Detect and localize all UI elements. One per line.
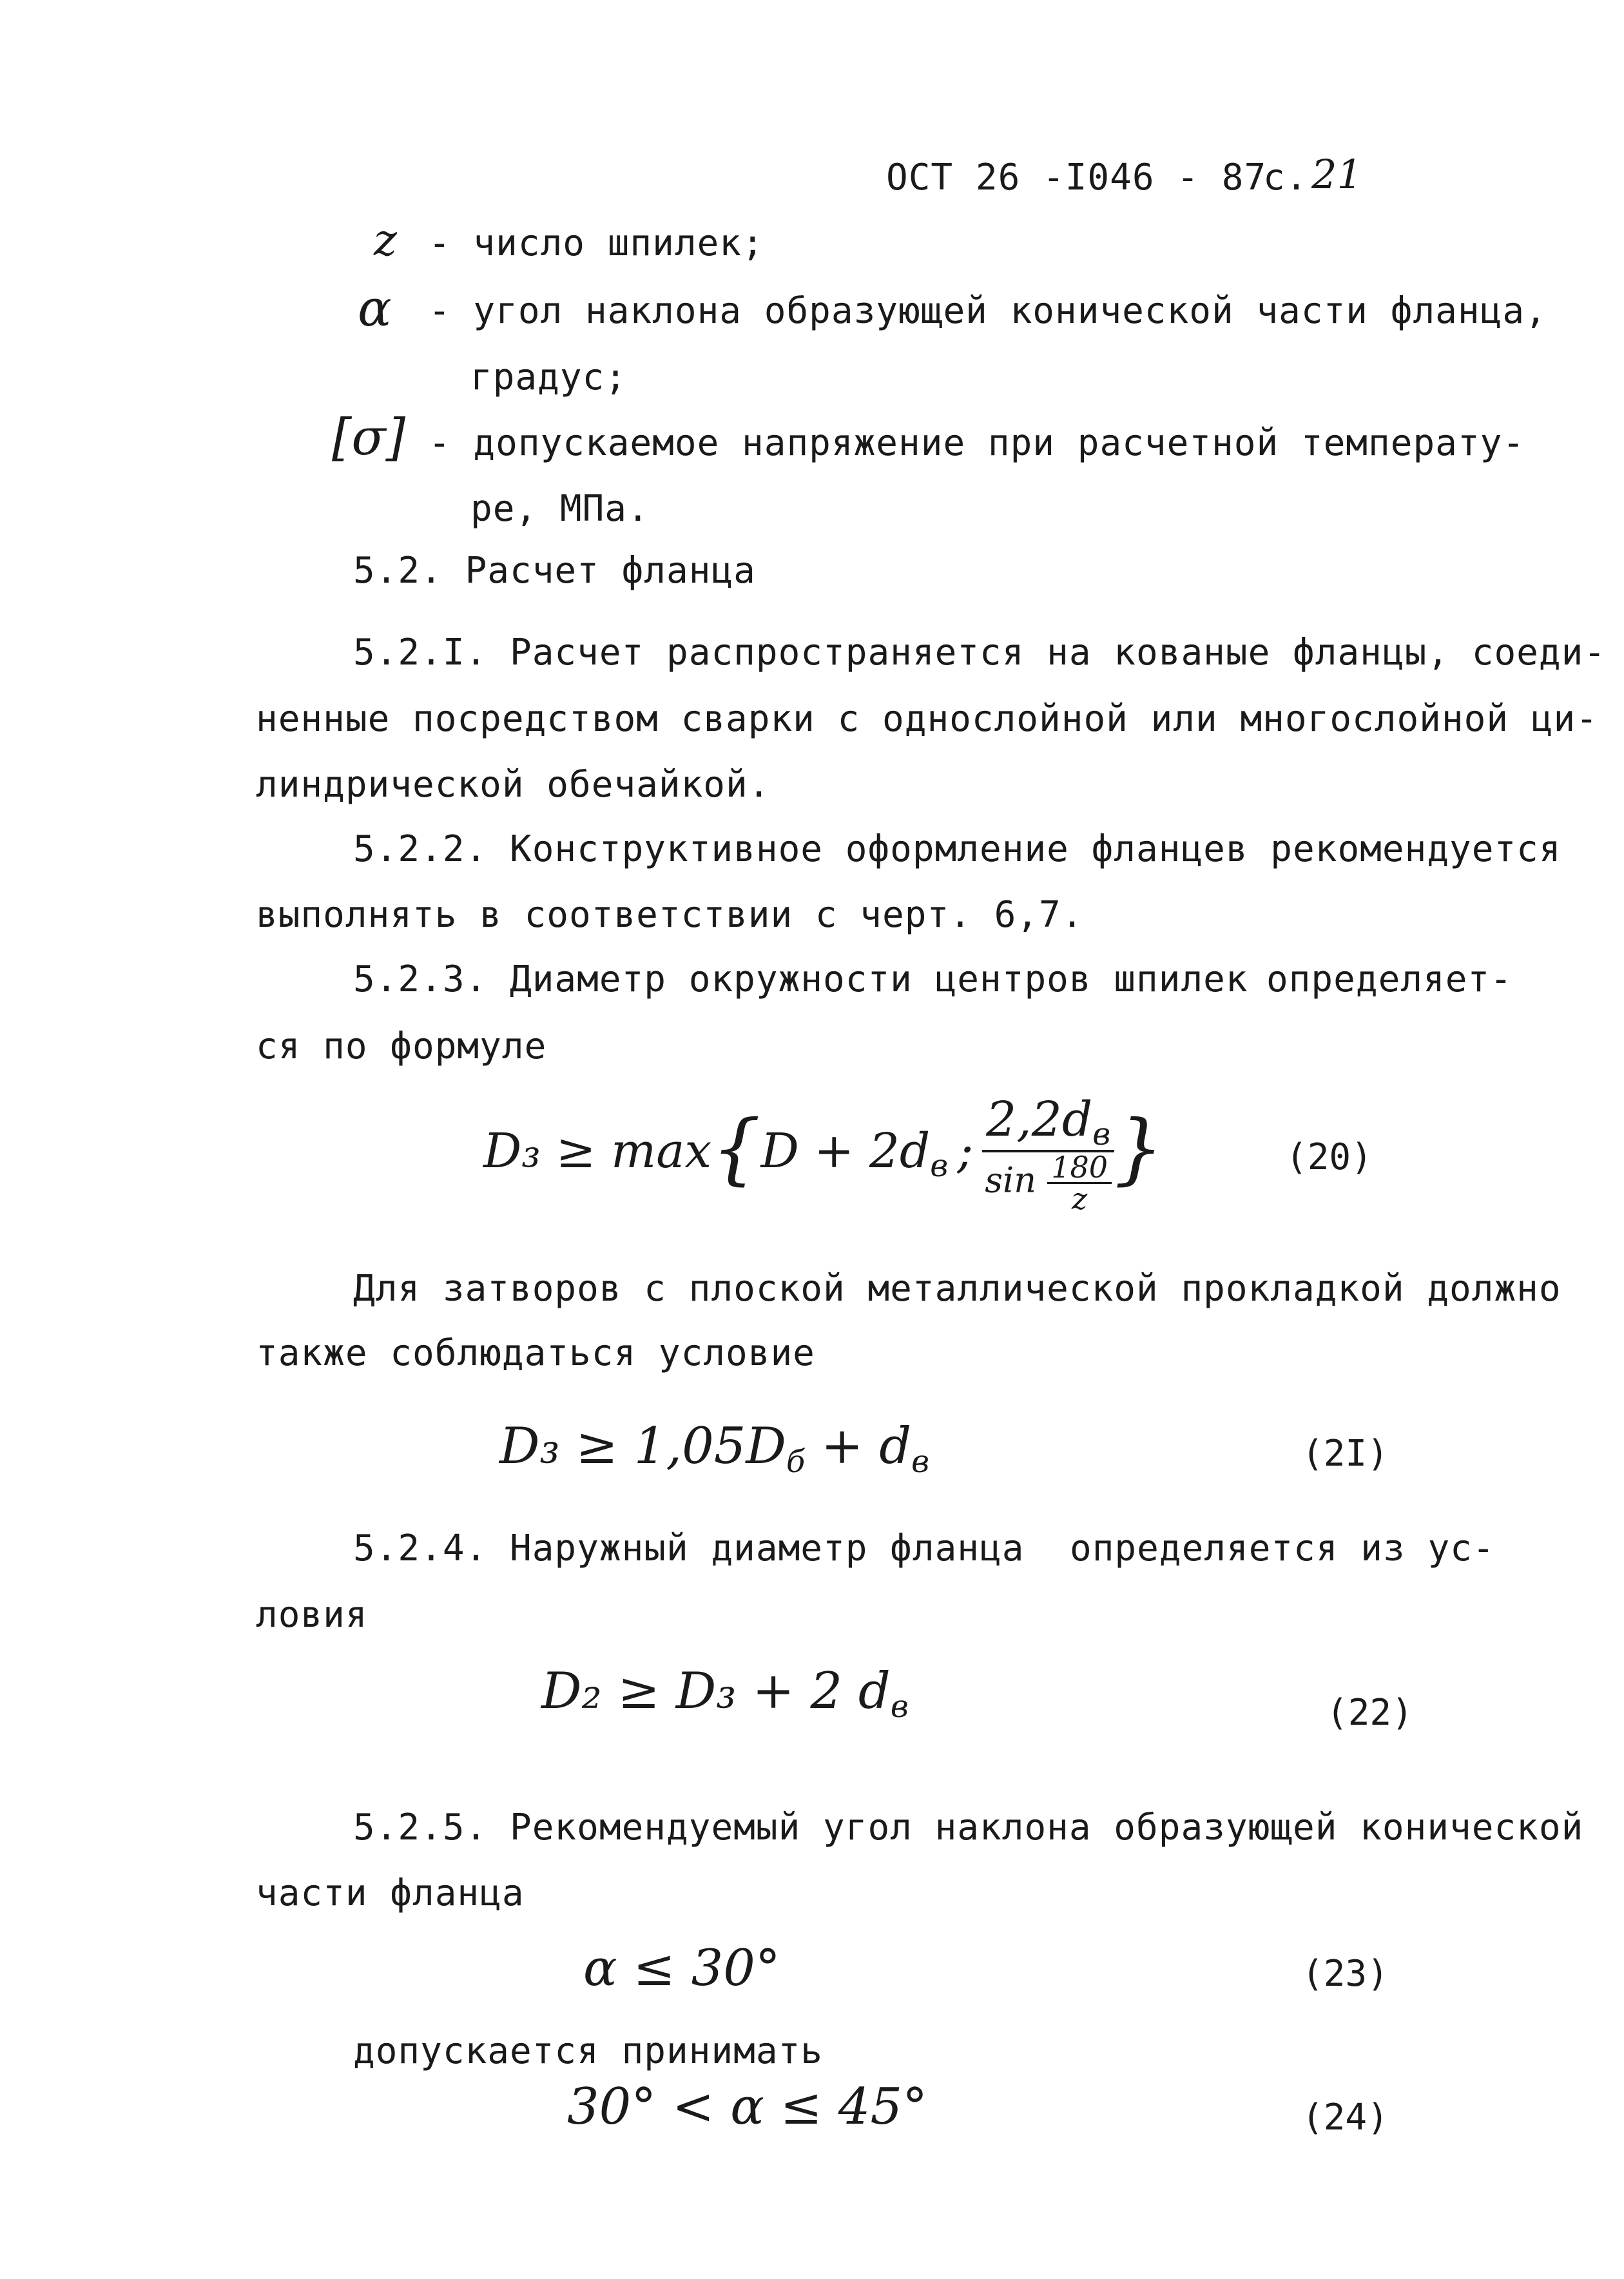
equation-21-number: (2I) <box>1302 1433 1389 1475</box>
eq21-sub1: б <box>786 1444 806 1480</box>
eq21-sub2: в <box>911 1444 930 1480</box>
p523-line2: ся по формуле <box>256 1025 547 1067</box>
eq20-fraction <box>982 1092 1114 1216</box>
eq20-inner: D + 2d <box>760 1123 931 1179</box>
equation-22-number: (22) <box>1326 1692 1413 1734</box>
p-metal-line2: также соблюдаться условие <box>256 1332 815 1374</box>
symbol-sigma: [σ] <box>332 409 406 467</box>
eq22-sub: в <box>890 1689 909 1725</box>
eq20-frac-num: 2,2d <box>986 1092 1093 1147</box>
p521-line2: ненные посредством сварки с однослойной или многослойной ци- <box>256 698 1598 740</box>
p524-line2: ловия <box>256 1594 368 1636</box>
eq21-mid: + d <box>805 1417 912 1475</box>
equation-20: $D_3 \ge \max\{D + 2d_в$ ; $2,2d_в$ sin $\frac{180}{z}$ } <box>483 1092 1164 1216</box>
equation-24: 30° < α ≤ 45° <box>567 2078 928 2136</box>
definition-alpha-continuation: градус; <box>470 356 628 398</box>
p523-line1: 5.2.3. Диаметр окружности центров шпилек <box>353 958 1248 1000</box>
equation-24-number: (24) <box>1302 2097 1389 2138</box>
p524-line1-end: определяется из ус- <box>1070 1527 1495 1569</box>
p525-line2: части фланца <box>256 1872 525 1914</box>
document-code: ОСТ 26 -I046 - 87 <box>886 157 1267 199</box>
definition-alpha: - угол наклона образующей конической части фланца, <box>429 290 1547 332</box>
p522-line2: выполнять в соответствии с черт. 6,7. <box>256 894 1084 936</box>
p521-line1: 5.2.I. Расчет распространяется на кованые фланцы, соеди- <box>353 632 1607 674</box>
definition-z: - число шпилек; <box>429 222 764 264</box>
eq21-text: D₃ ≥ 1,05D <box>499 1417 786 1475</box>
p525-line1: 5.2.5. Рекомендуемый угол наклона образующей конической <box>353 1807 1584 1848</box>
eq22-text: D₂ ≥ D₃ + 2 d <box>541 1662 891 1720</box>
eq20-frac-den-prefix: sin <box>985 1159 1037 1201</box>
definition-sigma-continuation: ре, МПа. <box>470 488 650 530</box>
p523-line1-end: определяет- <box>1266 958 1513 1000</box>
symbol-alpha: α <box>358 280 392 338</box>
symbol-z: z <box>374 215 397 266</box>
eq20-inner-sub: в <box>930 1147 949 1184</box>
p524-line1: 5.2.4. Наружный диаметр фланца <box>353 1527 1025 1569</box>
eq20-frac-num-sub: в <box>1092 1116 1111 1152</box>
section-heading: 5.2. Расчет фланца <box>353 550 756 592</box>
eq20-sep: ; <box>957 1123 974 1179</box>
p-allowed: допускается принимать <box>353 2030 824 2072</box>
page-label: с. <box>1263 157 1308 199</box>
p522-line1: 5.2.2. Конструктивное оформление фланцев рекомендуется <box>353 828 1561 870</box>
equation-22 <box>541 1662 909 1725</box>
eq20-lhs: D₃ ≥ max <box>483 1123 712 1179</box>
page-number: 21 <box>1311 151 1362 198</box>
equation-23-number: (23) <box>1302 1953 1389 1995</box>
definition-sigma: - допускаемое напряжение при расчетной температу- <box>429 422 1525 464</box>
equation-21 <box>499 1417 930 1480</box>
equation-20-number: (20) <box>1286 1136 1373 1178</box>
eq20-den-den: z <box>1072 1181 1088 1216</box>
p521-line3: линдрической обечайкой. <box>256 764 771 806</box>
equation-23: α ≤ 30° <box>583 1939 780 1997</box>
eq20-den-num: 180 <box>1047 1152 1112 1184</box>
p-metal-line1: Для затворов с плоской металлической прокладкой должно <box>353 1268 1561 1310</box>
